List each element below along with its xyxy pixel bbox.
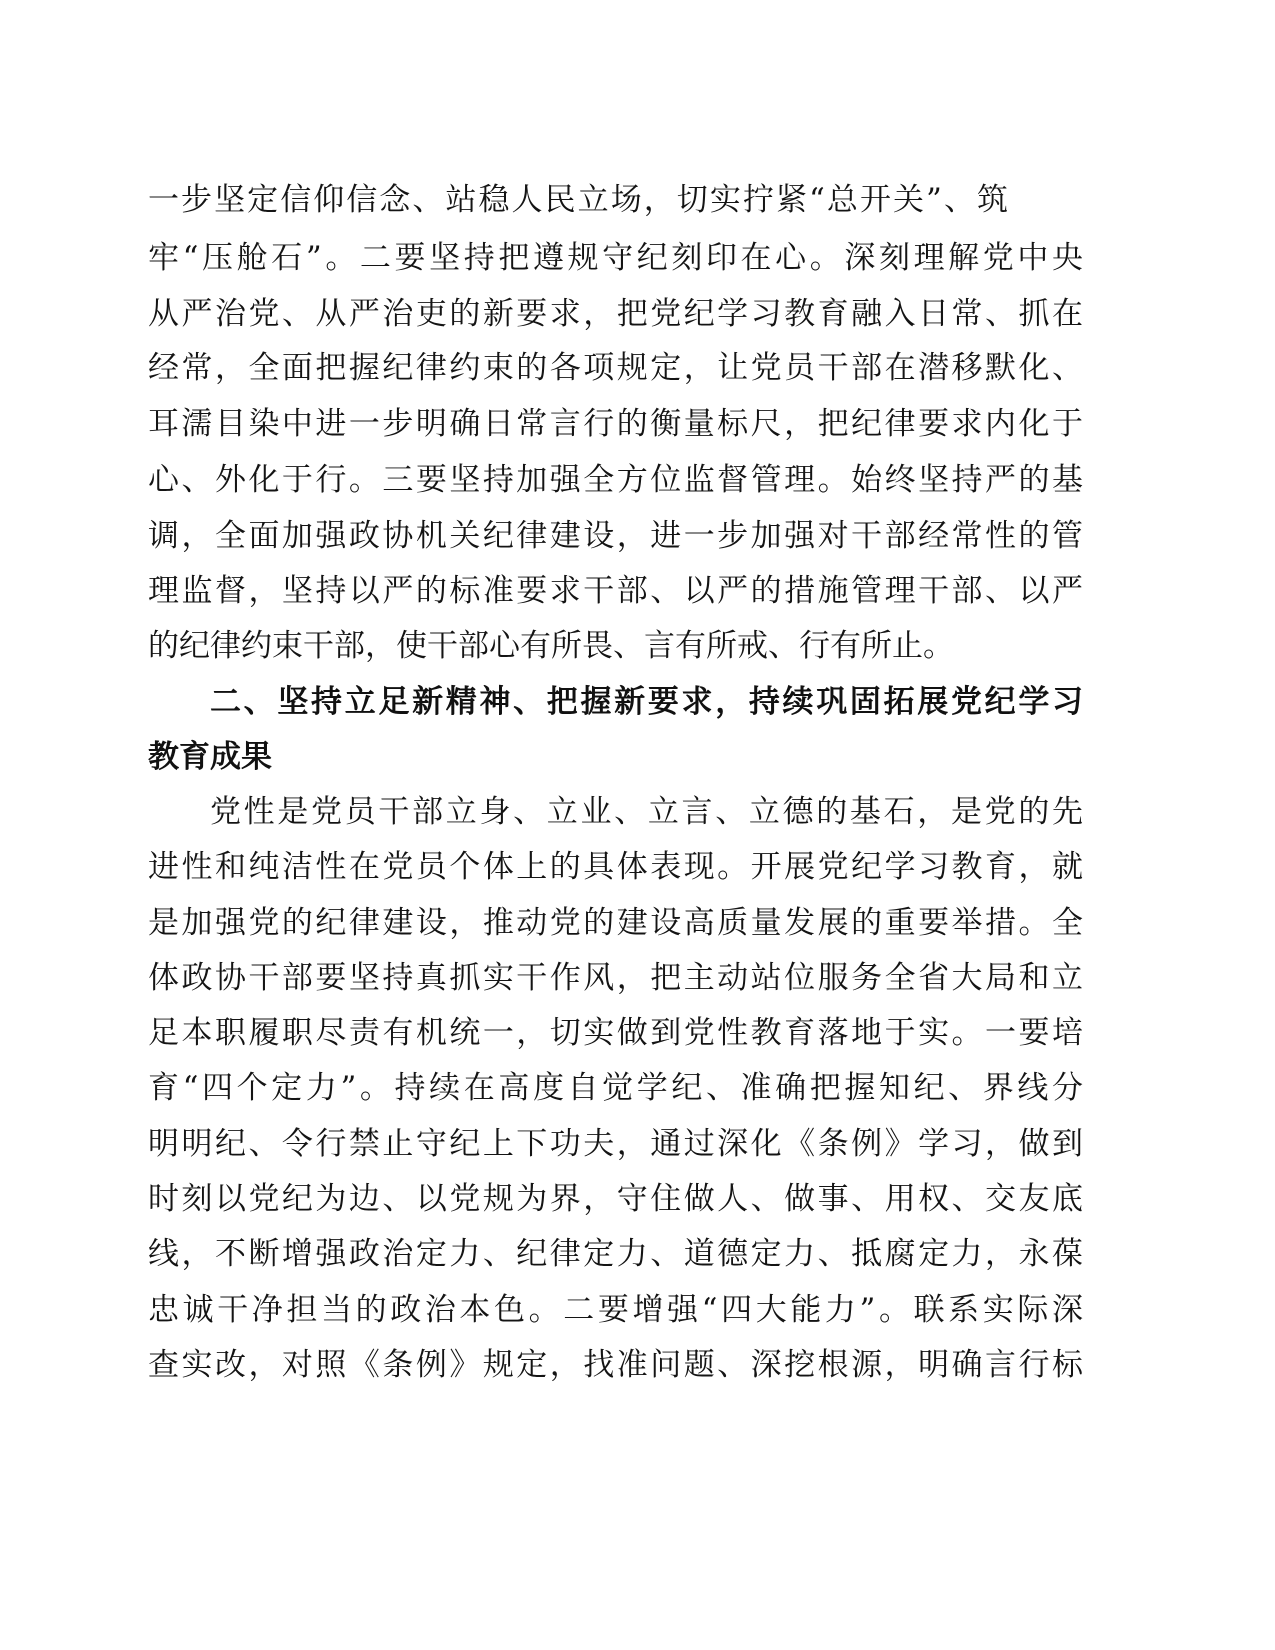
paragraph-line: 忠诚干净担当的政治本色。二要增强“四大能力”。联系实际深 xyxy=(148,1292,1083,1328)
paragraph-line: 牢“压舱石”。二要坚持把遵规守纪刻印在心。深刻理解党中央 xyxy=(148,240,1083,276)
paragraph-line: 理监督，坚持以严的标准要求干部、以严的措施管理干部、以严 xyxy=(148,573,1083,609)
paragraph-line: 进性和纯洁性在党员个体上的具体表现。开展党纪学习教育，就 xyxy=(148,849,1083,885)
paragraph-line: 时刻以党纪为边、以党规为界，守住做人、做事、用权、交友底 xyxy=(148,1181,1083,1217)
section-heading-line: 二、坚持立足新精神、把握新要求，持续巩固拓展党纪学习 xyxy=(210,684,1083,720)
paragraph-line: 经常，全面把握纪律约束的各项规定，让党员干部在潜移默化、 xyxy=(148,350,1083,386)
paragraph-line: 育“四个定力”。持续在高度自觉学纪、准确把握知纪、界线分 xyxy=(148,1070,1083,1106)
paragraph-line: 查实改，对照《条例》规定，找准问题、深挖根源，明确言行标 xyxy=(148,1347,1083,1383)
paragraph-line: 一步坚定信仰信念、站稳人民立场，切实拧紧“总开关”、筑 xyxy=(148,182,1008,218)
paragraph-line: 明明纪、令行禁止守纪上下功夫，通过深化《条例》学习，做到 xyxy=(148,1126,1083,1162)
paragraph-line: 是加强党的纪律建设，推动党的建设高质量发展的重要举措。全 xyxy=(148,905,1083,941)
paragraph-line: 耳濡目染中进一步明确日常言行的衡量标尺，把纪律要求内化于 xyxy=(148,406,1083,442)
paragraph-line: 线，不断增强政治定力、纪律定力、道德定力、抵腐定力，永葆 xyxy=(148,1236,1083,1272)
paragraph-line: 党性是党员干部立身、立业、立言、立德的基石，是党的先 xyxy=(210,794,1083,830)
paragraph-line: 体政协干部要坚持真抓实干作风，把主动站位服务全省大局和立 xyxy=(148,960,1083,996)
paragraph-line: 足本职履职尽责有机统一，切实做到党性教育落地于实。一要培 xyxy=(148,1015,1083,1051)
section-heading-line: 教育成果 xyxy=(148,739,272,775)
paragraph-line: 调，全面加强政协机关纪律建设，进一步加强对干部经常性的管 xyxy=(148,518,1083,554)
paragraph-line: 从严治党、从严治吏的新要求，把党纪学习教育融入日常、抓在 xyxy=(148,296,1083,332)
paragraph-line: 的纪律约束干部，使干部心有所畏、言有所戒、行有所止。 xyxy=(148,628,954,664)
paragraph-line: 心、外化于行。三要坚持加强全方位监督管理。始终坚持严的基 xyxy=(148,462,1083,498)
